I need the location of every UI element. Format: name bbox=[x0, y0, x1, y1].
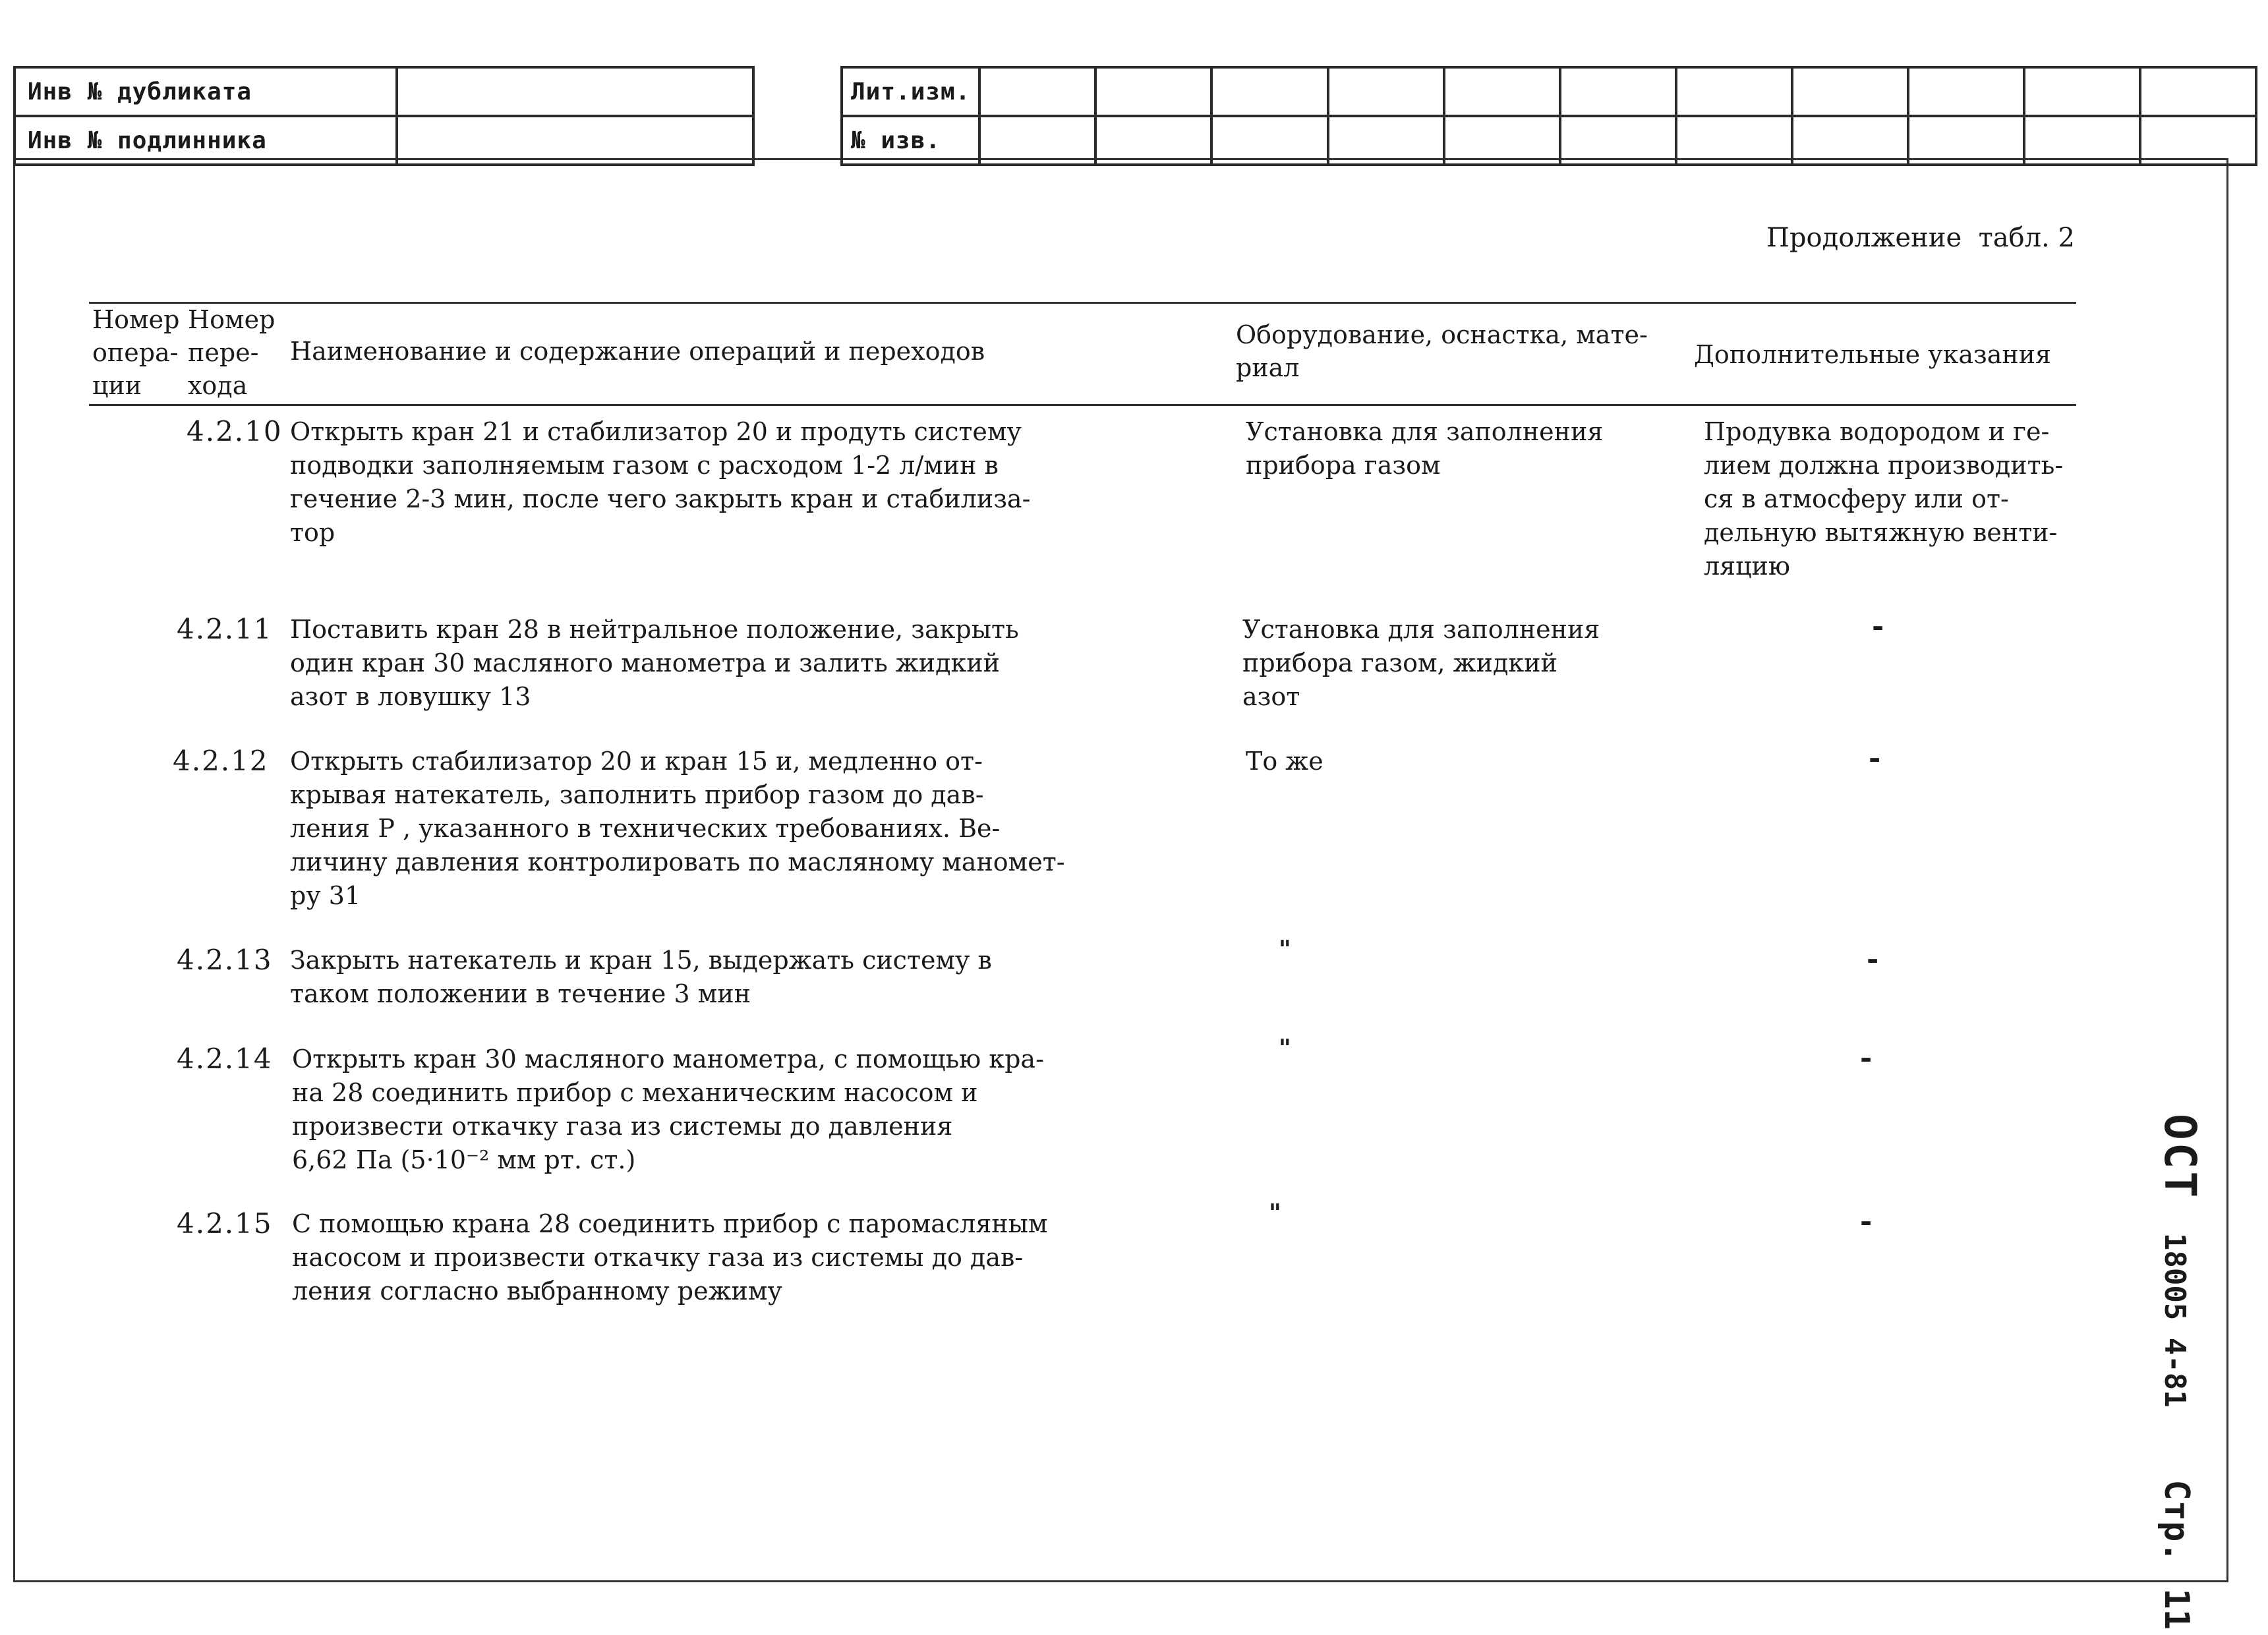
row-notes: - bbox=[1860, 1041, 1873, 1075]
stamp-cell bbox=[1908, 67, 2024, 116]
stamp-cell bbox=[2024, 116, 2140, 165]
stamp-cell bbox=[1792, 116, 1908, 165]
row-number: 4.2.10 bbox=[187, 415, 283, 447]
header-top-rule bbox=[89, 302, 2076, 304]
side-label bbox=[2155, 1114, 2205, 1630]
continuation-label: Продолжение табл. 2 bbox=[1766, 223, 2075, 253]
stamp-cell bbox=[979, 67, 1095, 116]
stamp-cell bbox=[1211, 116, 1327, 165]
side-number: 18005 4-81 bbox=[2158, 1232, 2192, 1408]
row-number: 4.2.15 bbox=[177, 1207, 273, 1240]
stamp-label-duplicate: Инв № дубликата bbox=[15, 67, 397, 116]
row-notes: Продувка водородом и ге- лием должна производить- ся в атмосферу или от- дельную вытяжную венти- ляцию bbox=[1704, 417, 2064, 581]
stamp-label-revision-letter: Лит.изм. bbox=[842, 67, 979, 116]
row-equipment: Установка для заполнения прибора газом bbox=[1246, 417, 1604, 480]
stamp-cell bbox=[1328, 116, 1444, 165]
row-text: Открыть кран 21 и стабилизатор 20 и продуть систему подводки заполняемым газом с расходом 1-2 л/мин в гечение 2-3 мин, после чего закрыть кран и стабилиза- тор bbox=[290, 417, 1031, 547]
stamp-cell bbox=[1444, 116, 1560, 165]
stamp-cell bbox=[1328, 67, 1444, 116]
header-equipment: Оборудование, оснастка, мате- риал bbox=[1236, 320, 1648, 382]
stamp-cell bbox=[1095, 116, 1211, 165]
row-notes: - bbox=[1867, 942, 1879, 976]
stamp-cell bbox=[1676, 67, 1792, 116]
row-notes: - bbox=[1869, 741, 1881, 775]
stamp-cell bbox=[1095, 67, 1211, 116]
header-content: Наименование и содержание операций и переходов bbox=[290, 337, 985, 366]
header-notes: Дополнительные указания bbox=[1694, 340, 2052, 369]
row-equipment: " bbox=[1279, 936, 1291, 963]
stamp-cell bbox=[979, 116, 1095, 165]
row-equipment: " bbox=[1279, 1035, 1291, 1062]
stamp-left bbox=[13, 66, 755, 166]
row-equipment: То же bbox=[1246, 747, 1323, 776]
stamp-cell bbox=[2140, 116, 2256, 165]
stamp-cell bbox=[1676, 116, 1792, 165]
stamp-value-duplicate bbox=[397, 67, 753, 116]
stamp-label-notice-number: № изв. bbox=[842, 116, 979, 165]
stamp-cell bbox=[1792, 67, 1908, 116]
stamp-cell bbox=[1211, 67, 1327, 116]
row-number: 4.2.13 bbox=[177, 944, 273, 976]
row-equipment: Установка для заполнения прибора газом, жидкий азот bbox=[1242, 615, 1600, 711]
stamp-cell bbox=[1560, 67, 1676, 116]
row-text: Открыть кран 30 масляного манометра, с помощью кра- на 28 соединить прибор с механическим насосом и произвести откачку газа из системы до давления 6,62 Па (5·10⁻² мм рт. ст.) bbox=[292, 1045, 1044, 1174]
stamp-right bbox=[840, 66, 2257, 166]
row-number: 4.2.11 bbox=[177, 613, 273, 645]
row-text: Открыть стабилизатор 20 и кран 15 и, медленно от- крывая натекатель, заполнить прибор газом до дав- ления P , указанного в технических требованиях. Ве- личину давления контролировать по масляному маномет- ру 31 bbox=[290, 747, 1065, 910]
side-doc: ОСТ bbox=[2155, 1114, 2205, 1201]
side-page: 11 bbox=[2157, 1588, 2196, 1630]
stamp-cell bbox=[1560, 116, 1676, 165]
row-equipment: " bbox=[1269, 1199, 1281, 1227]
row-notes: - bbox=[1872, 610, 1884, 643]
stamp-value-original bbox=[397, 116, 753, 165]
row-text: Закрыть натекатель и кран 15, выдержать систему в таком положении в течение 3 мин bbox=[290, 946, 992, 1008]
stamp-cell bbox=[2024, 67, 2140, 116]
stamp-cell bbox=[1908, 116, 2024, 165]
stamp-cell bbox=[1444, 67, 1560, 116]
row-text: С помощью крана 28 соединить прибор с паромасляным насосом и произвести откачку газа из системы до дав- ления согласно выбранному режиму bbox=[292, 1209, 1048, 1305]
row-notes: - bbox=[1860, 1205, 1873, 1238]
row-number: 4.2.14 bbox=[177, 1043, 273, 1075]
header-bottom-rule bbox=[89, 404, 2076, 406]
header-op-number: Номер опера- ции bbox=[92, 305, 180, 400]
row-number: 4.2.12 bbox=[173, 745, 269, 777]
side-page-label: Стр. bbox=[2157, 1479, 2196, 1563]
header-step-number: Номер пере- хода bbox=[188, 305, 276, 400]
row-text: Поставить кран 28 в нейтральное положение, закрыть один кран 30 масляного манометра и залить жидкий азот в ловушку 13 bbox=[290, 615, 1019, 711]
stamp-cell bbox=[2140, 67, 2256, 116]
stamp-label-original: Инв № подлинника bbox=[15, 116, 397, 165]
